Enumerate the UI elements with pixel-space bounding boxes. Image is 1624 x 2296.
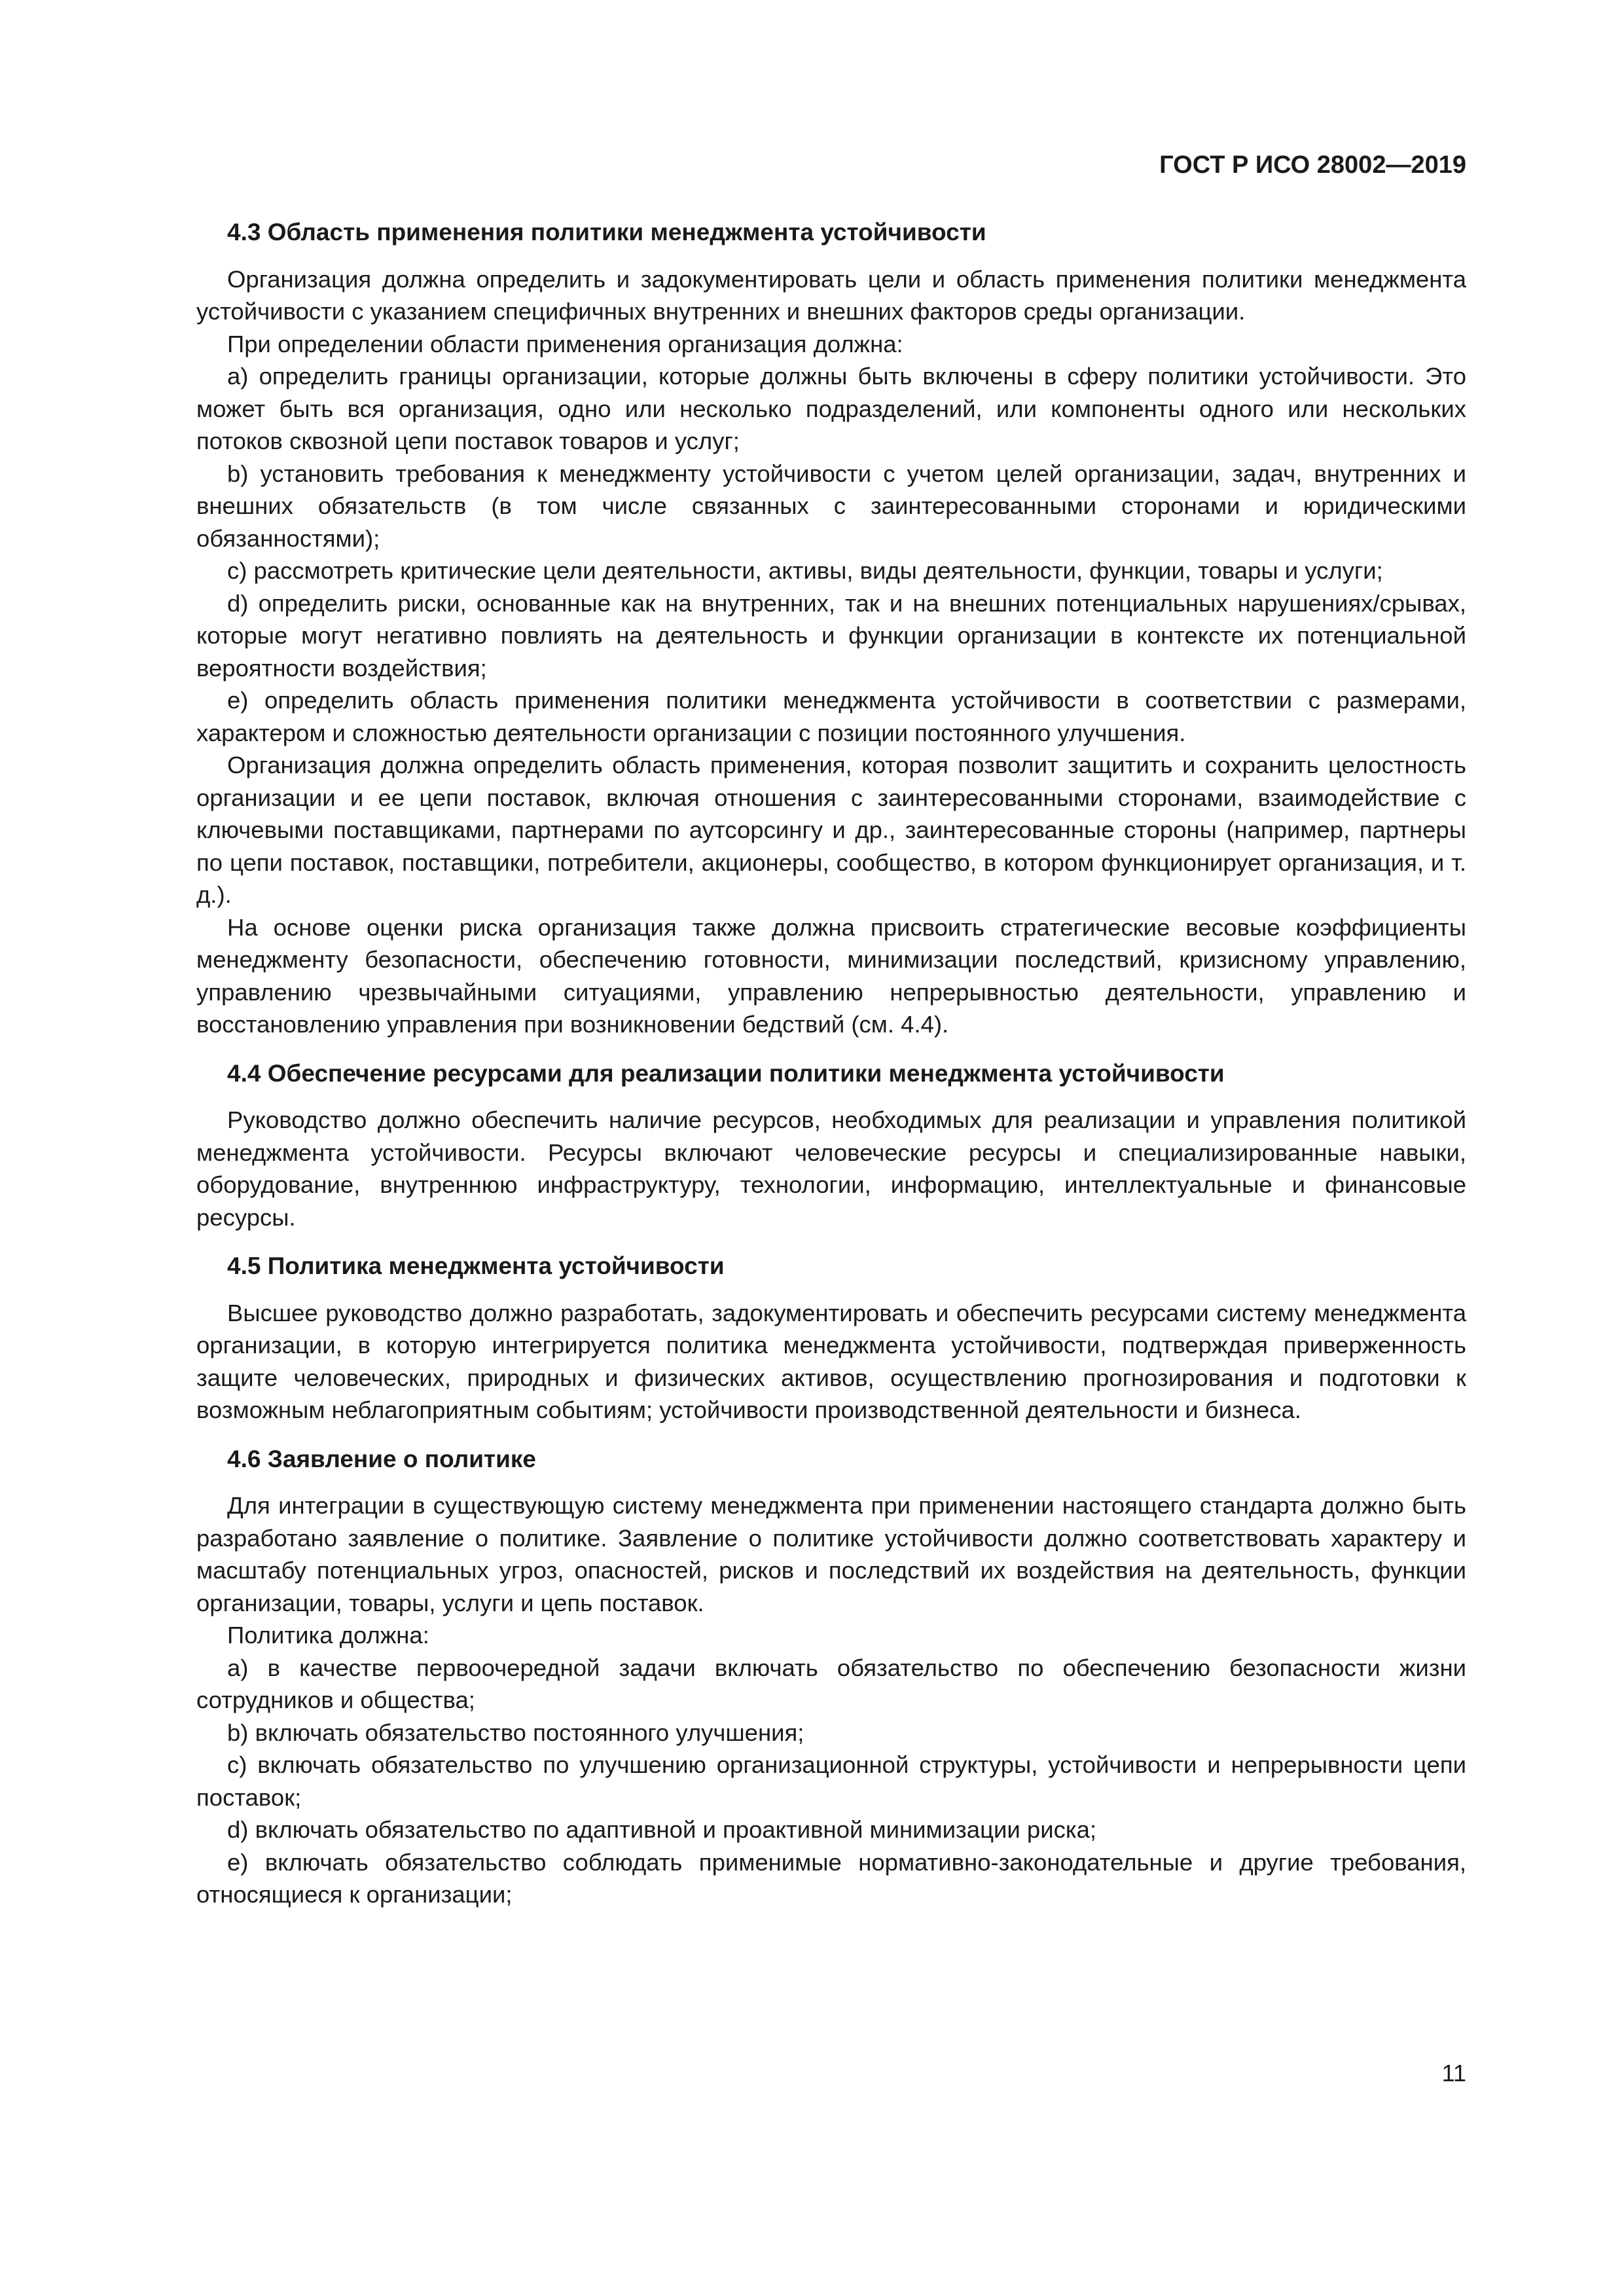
paragraph: Политика должна: [227,1622,429,1649]
paragraph: b) включать обязательство постоянного улучшения; [227,1719,804,1746]
page-number: 11 [1441,2060,1466,2086]
paragraph: е) включать обязательство соблюдать применимые нормативно-законодательные и другие требования, относящиеся к организации; [196,1848,1466,1908]
paragraph: Организация должна определить и задокументировать цели и область применения политики менеджмента устойчивости с указанием специфичных внутренних и внешних факторов среды организации. [196,265,1466,325]
paragraph: Высшее руководство должно разработать, задокументировать и обеспечить ресурсами систему менеджмента организации, в которую интегрируется политика менеджмента устойчивости, подтверждая приверженность защите человеческих, природных и физических активов, осуществлению прогнозирования и подготовки к возможным неблагоприятным событиям; устойчивости производственной деятельности и бизнеса. [196,1299,1466,1423]
document-content [196,216,1466,1911]
section-heading: 4.6 Заявление о политике [227,1445,536,1472]
section-heading: 4.3 Область применения политики менеджмента устойчивости [227,219,986,246]
paragraph: При определении области применения организация должна: [227,330,903,357]
paragraph: Руководство должно обеспечить наличие ресурсов, необходимых для реализации и управления политикой менеджмента устойчивости. Ресурсы включают человеческие ресурсы и специализированные навыки, оборудование, внутреннюю инфраструктуру, технологии, информацию, интеллектуальные и финансовые ресурсы. [196,1106,1466,1231]
paragraph: d) определить риски, основанные как на внутренних, так и на внешних потенциальных нарушениях/срывах, которые могут негативно повлиять на деятельность и функции организации в контексте их потенциальной вероятности воздействия; [196,589,1466,682]
paragraph: b) установить требования к менеджменту устойчивости с учетом целей организации, задач, внутренних и внешних обязательств (в том числе связанных с заинтересованными сторонами и юридическими обязанностями); [196,460,1466,552]
paragraph: с) рассмотреть критические цели деятельности, активы, виды деятельности, функции, товары и услуги; [227,557,1383,584]
paragraph: Организация должна определить область применения, которая позволит защитить и сохранить целостность организации и ее цепи поставок, включая отношения с заинтересованными сторонами, взаимодействие с ключевыми поставщиками, партнерами по аутсорсингу и др., заинтересованные стороны (например, партнеры по цепи поставок, поставщики, потребители, акционеры, сообщество, в котором функционирует организация, и т. д.). [196,752,1466,908]
paragraph: с) включать обязательство по улучшению организационной структуры, устойчивости и непрерывности цепи поставок; [196,1751,1466,1811]
paragraph: е) определить область применения политики менеджмента устойчивости в соответствии с размерами, характером и сложностью деятельности организации с позиции постоянного улучшения. [196,687,1466,746]
document-page [196,0,1466,2296]
section-heading: 4.5 Политика менеджмента устойчивости [227,1252,725,1279]
paragraph: а) в качестве первоочередной задачи включать обязательство по обеспечению безопасности жизни сотрудников и общества; [196,1654,1466,1713]
section-heading: 4.4 Обеспечение ресурсами для реализации политики менеджмента устойчивости [227,1059,1225,1087]
paragraph: а) определить границы организации, которые должны быть включены в сферу политики устойчивости. Это может быть вся организация, одно или несколько подразделений, или компоненты одного или нескольких потоков сквозной цепи поставок товаров и услуг; [196,363,1466,454]
paragraph: На основе оценки риска организация также должна присвоить стратегические весовые коэффициенты менеджменту безопасности, обеспечению готовности, минимизации последствий, кризисному управлению, управлению чрезвычайными ситуациями, управлению непрерывностью деятельности, управлению и восстановлению управления при возникновении бедствий (см. 4.4). [196,913,1466,1038]
document-code-header: ГОСТ Р ИСО 28002—2019 [1159,151,1466,179]
paragraph: Для интеграции в существующую систему менеджмента при применении настоящего стандарта должно быть разработано заявление о политике. Заявление о политике устойчивости должно соответствовать характеру и масштабу потенциальных угроз, опасностей, рисков и последствий их воздействия на деятельность, функции организации, товары, услуги и цепь поставок. [196,1492,1466,1616]
paragraph: d) включать обязательство по адаптивной и проактивной минимизации риска; [227,1816,1097,1843]
